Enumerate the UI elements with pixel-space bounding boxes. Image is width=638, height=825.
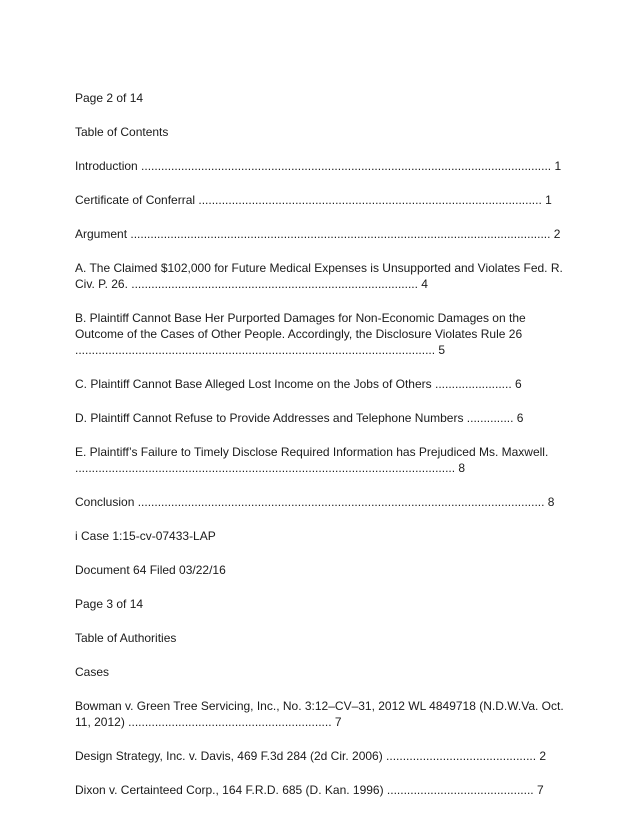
page-number-header: Page 3 of 14 — [75, 597, 144, 611]
cases-subheading: Cases — [75, 665, 110, 679]
toc-entry-argument-d: D. Plaintiff Cannot Refuse to Provide Addresses and Telephone Numbers .............. 6 — [75, 411, 524, 425]
toc-entry-introduction: Introduction ........................................................................................................................... 1 — [75, 159, 562, 173]
toc-entry-argument-a: A. The Claimed $102,000 for Future Medical Expenses is Unsupported and Violates Fed. R. Civ. P. 26. ...................................................................................... 4 — [75, 261, 563, 291]
toc-entry-argument-c: C. Plaintiff Cannot Base Alleged Lost Income on the Jobs of Others ....................... 6 — [75, 377, 522, 391]
toc-entry-argument: Argument .............................................................................................................................. 2 — [75, 227, 561, 241]
authority-entry: Design Strategy, Inc. v. Davis, 469 F.3d 284 (2d Cir. 2006) ............................................. 2 — [75, 749, 547, 763]
toa-heading: Table of Authorities — [75, 631, 177, 645]
toc-entry-argument-b: B. Plaintiff Cannot Base Her Purported Damages for Non-Economic Damages on the Outcome of the Cases of Other People. Accordingly, the Disclosure Violates Rule 26 ............................................................................................................ 5 — [75, 311, 526, 357]
toc-entry-certificate-of-conferral: Certificate of Conferral ....................................................................................................... 1 — [75, 193, 552, 207]
page-number-header: Page 2 of 14 — [75, 91, 144, 105]
authority-entry: Dixon v. Certainteed Corp., 164 F.R.D. 685 (D. Kan. 1996) ............................................ 7 — [75, 783, 544, 797]
toc-entry-argument-e: E. Plaintiff’s Failure to Timely Disclose Required Information has Prejudiced Ms. Maxwell. .................................................................................................................. 8 — [75, 445, 549, 475]
toc-entry-conclusion: Conclusion .......................................................................................................................... 8 — [75, 495, 555, 509]
authority-entry: Bowman v. Green Tree Servicing, Inc., No. 3:12–CV–31, 2012 WL 4849718 (N.D.W.Va. Oct. 11, 2012) ............................................................. 7 — [75, 699, 564, 729]
case-number-line: i Case 1:15-cv-07433-LAP — [75, 529, 216, 543]
document-filed-line: Document 64 Filed 03/22/16 — [75, 563, 226, 577]
toc-heading: Table of Contents — [75, 125, 169, 139]
